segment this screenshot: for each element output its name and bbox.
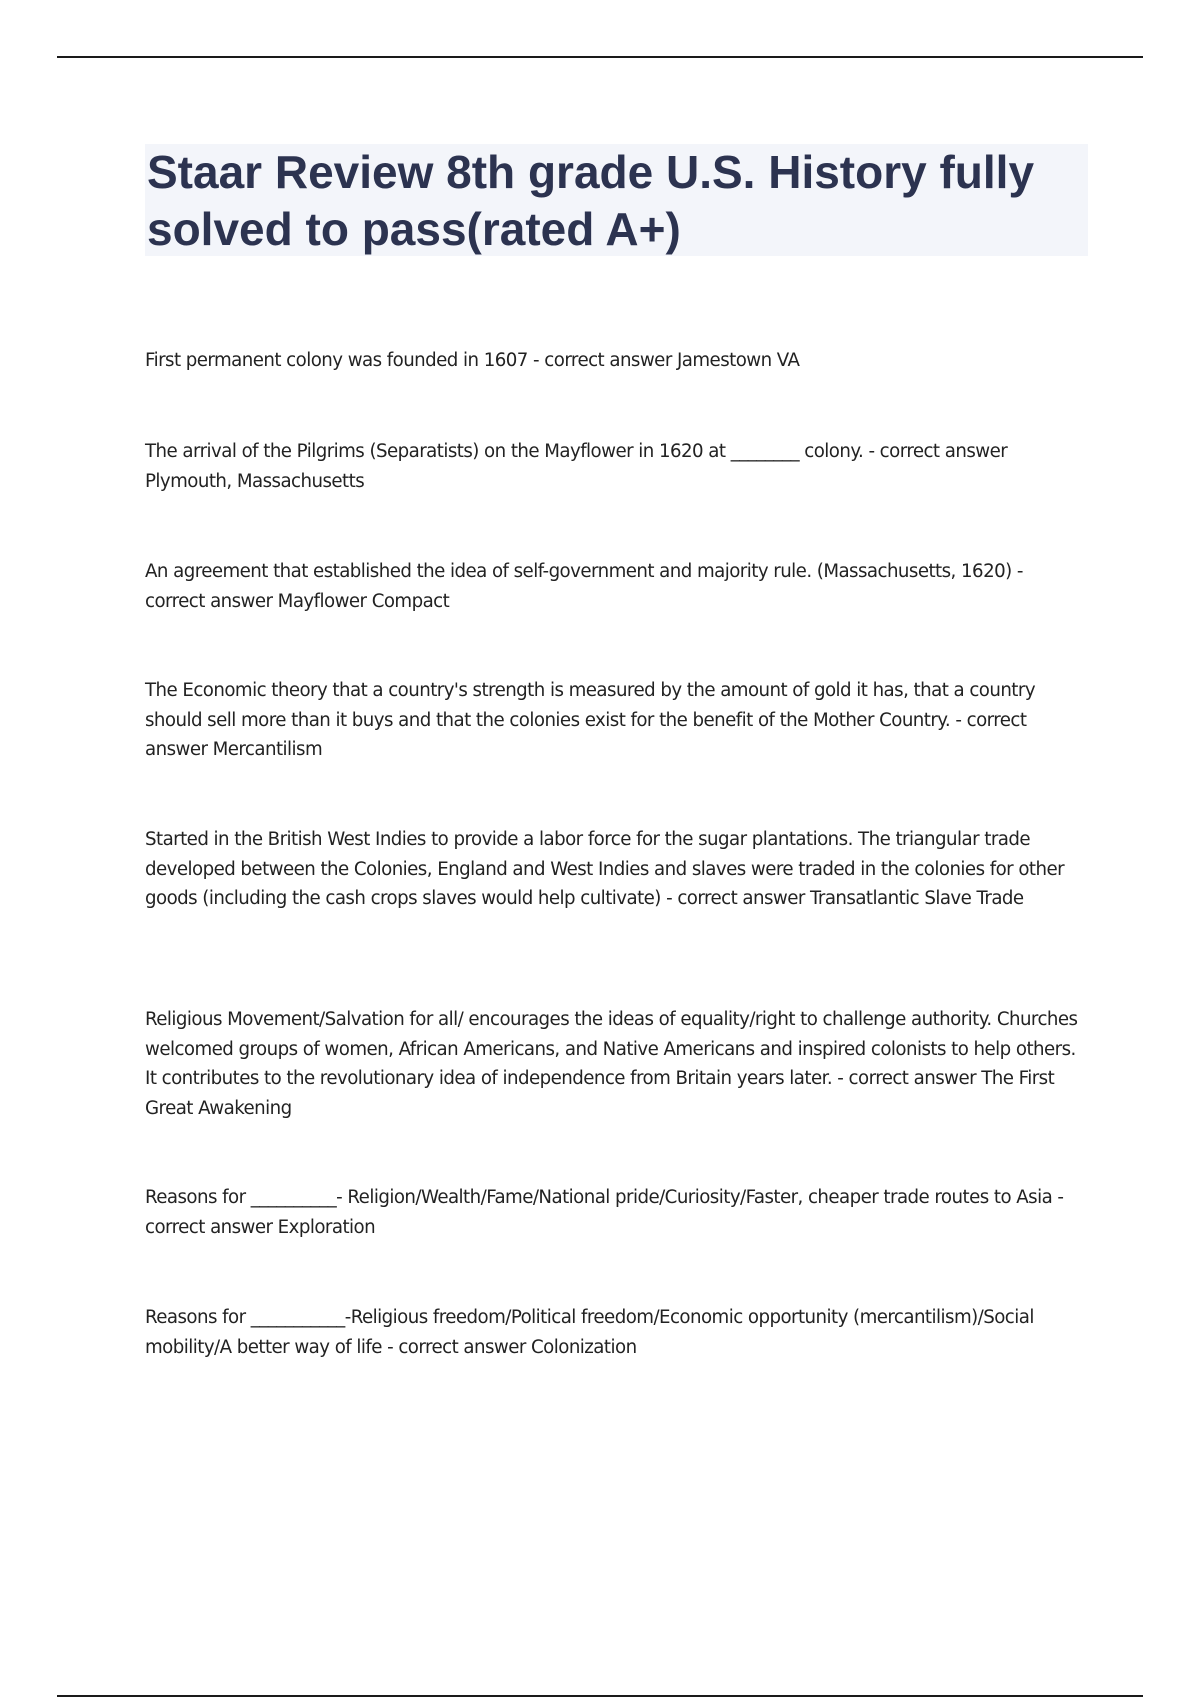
top-divider — [57, 56, 1143, 58]
qa-item-7: Reasons for __________- Religion/Wealth/Fame/National pride/Curiosity/Faster, cheaper trade routes to Asia - correct answer Exploration — [145, 1187, 1064, 1238]
qa-item-2: The arrival of the Pilgrims (Separatists) on the Mayflower in 1620 at ________ colony. - correct answer Plymouth, Massachusetts — [145, 441, 1008, 492]
title-banner — [145, 144, 1088, 256]
qa-item-4: The Economic theory that a country's strength is measured by the amount of gold it has, that a country should sell more than it buys and that the colonies exist for the benefit of the Mother Country. - correct answer Mercantilism — [145, 680, 1036, 760]
qa-item-8: Reasons for ___________-Religious freedom/Political freedom/Economic opportunity (mercantilism)/Social mobility/A better way of life - correct answer Colonization — [145, 1307, 1034, 1358]
bottom-divider — [57, 1695, 1143, 1697]
document-title: Staar Review 8th grade U.S. History fully solved to pass(rated A+) — [147, 146, 1035, 255]
qa-item-3: An agreement that established the idea of self-government and majority rule. (Massachusetts, 1620) - correct answer Mayflower Compact — [145, 561, 1023, 612]
qa-item-6: Religious Movement/Salvation for all/ encourages the ideas of equality/right to challenge authority. Churches welcomed groups of women, African Americans, and Native Americans and inspired colonists to help others. It contributes to the revolutionary idea of independence from Britain years later. - correct answer The First Great Awakening — [145, 1009, 1078, 1119]
qa-item-5: Started in the British West Indies to provide a labor force for the sugar plantations. The triangular trade developed between the Colonies, England and West Indies and slaves were traded in the colonies for other goods (including the cash crops slaves would help cultivate) - correct answer Transatlantic Slave Trade — [145, 829, 1065, 909]
qa-item-1: First permanent colony was founded in 1607 - correct answer Jamestown VA — [145, 350, 800, 371]
